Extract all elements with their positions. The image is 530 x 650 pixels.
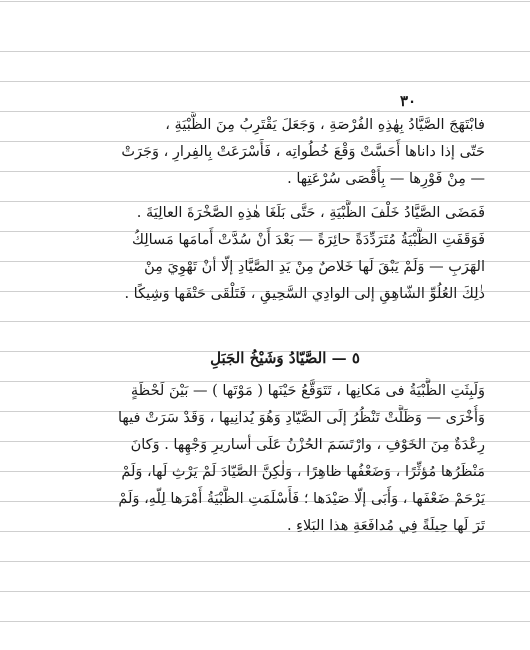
text-line: فَمَضَى الصَّيَّادُ خَلْفَ الظَّبْيَةِ ، حَتَّى بَلَغَا هٰذِهِ الصَّخْرَةَ العالِيَةَ . (136, 205, 485, 221)
paragraph-3 (85, 378, 485, 540)
section-heading: ٥ — الصَّيّادُ وَشَيْخُ الجَبَلِ (210, 349, 360, 367)
text-line: مَنْظَرُها مُؤثِّرًا ، وَضَعْفُها ظاهِرًا ، وَلٰكِنَّ الصَّيّادَ لَمْ يَرْثِ لَها، وَلَمْ (121, 464, 485, 480)
text-line: الهَرَبِ — وَلَمْ يَبْقَ لَها خَلاصٌ مِنْ يَدِ الصَّيَّادِ إلّا أنْ تَهْوِيَ مِنْ (144, 259, 485, 275)
text-line: يَرْحَمْ ضَعْفَها ، وَأَبَى إلّا صَيْدَها ؛ فَأَسْلَمَتِ الظَّبْيَةُ أَمْرَها لِلّهِ، وَلَمْ (118, 491, 485, 507)
text-line: — مِنْ فَوْرِها — بِأَقْصَى سُرْعَتِها . (287, 171, 485, 187)
text-line: رِعْدَةٌ مِنَ الخَوْفِ ، وارْتَسَمَ الحُزْنُ عَلَى أساريرِ وَجْهِها . وَكانَ (130, 437, 485, 453)
text-line: ذٰلِكَ العُلُوِّ الشّاهِقِ إلى الوادِي السَّحِيقِ ، فَتَلْقَى حَتْفَها وَشِيكًا . (124, 286, 485, 302)
text-line: تَرَ لَها حِيلَةً فِي مُدافَعَةِ هذا البَلاءِ . (286, 518, 485, 534)
paragraph-1 (85, 112, 485, 193)
text-line: وَلَبِثَتِ الظَّبْيَةُ فى مَكانِها ، تَتَوَقَّعُ حَيْنَها ( مَوْتَها ) — بَيْنَ لَحْظَةٍ (130, 383, 485, 399)
text-line: حَتّى إذا داناها أَحَسَّتْ وَقْعَ خُطُواتِه ، فَأَسْرَعَتْ بِالفِرارِ ، وَجَرَتْ (121, 144, 485, 160)
text-line: فَوَقَفَتِ الظَّبْيَةُ مُتَرَدِّدَةً حائِرَةً — بَعْدَ أَنْ سُدَّتْ أَمامَها مَسالِكُ (131, 232, 485, 248)
text-line: فابْتَهَجَ الصَّيَّادُ بِهٰذِهِ الفُرْصَةِ ، وَجَعَلَ يَقْتَرِبُ مِنَ الظَّبْيَةِ ، (165, 117, 485, 133)
paragraph-2 (85, 200, 485, 308)
page-number: ٣٠ (400, 92, 417, 110)
text-line: وَأُخْرَى — وَظَلَّتْ تَنْظُرُ إلَى الصَّيّادِ وَهُوَ يُدانِيها ، وَقَدْ سَرَتْ فيها (118, 410, 485, 426)
